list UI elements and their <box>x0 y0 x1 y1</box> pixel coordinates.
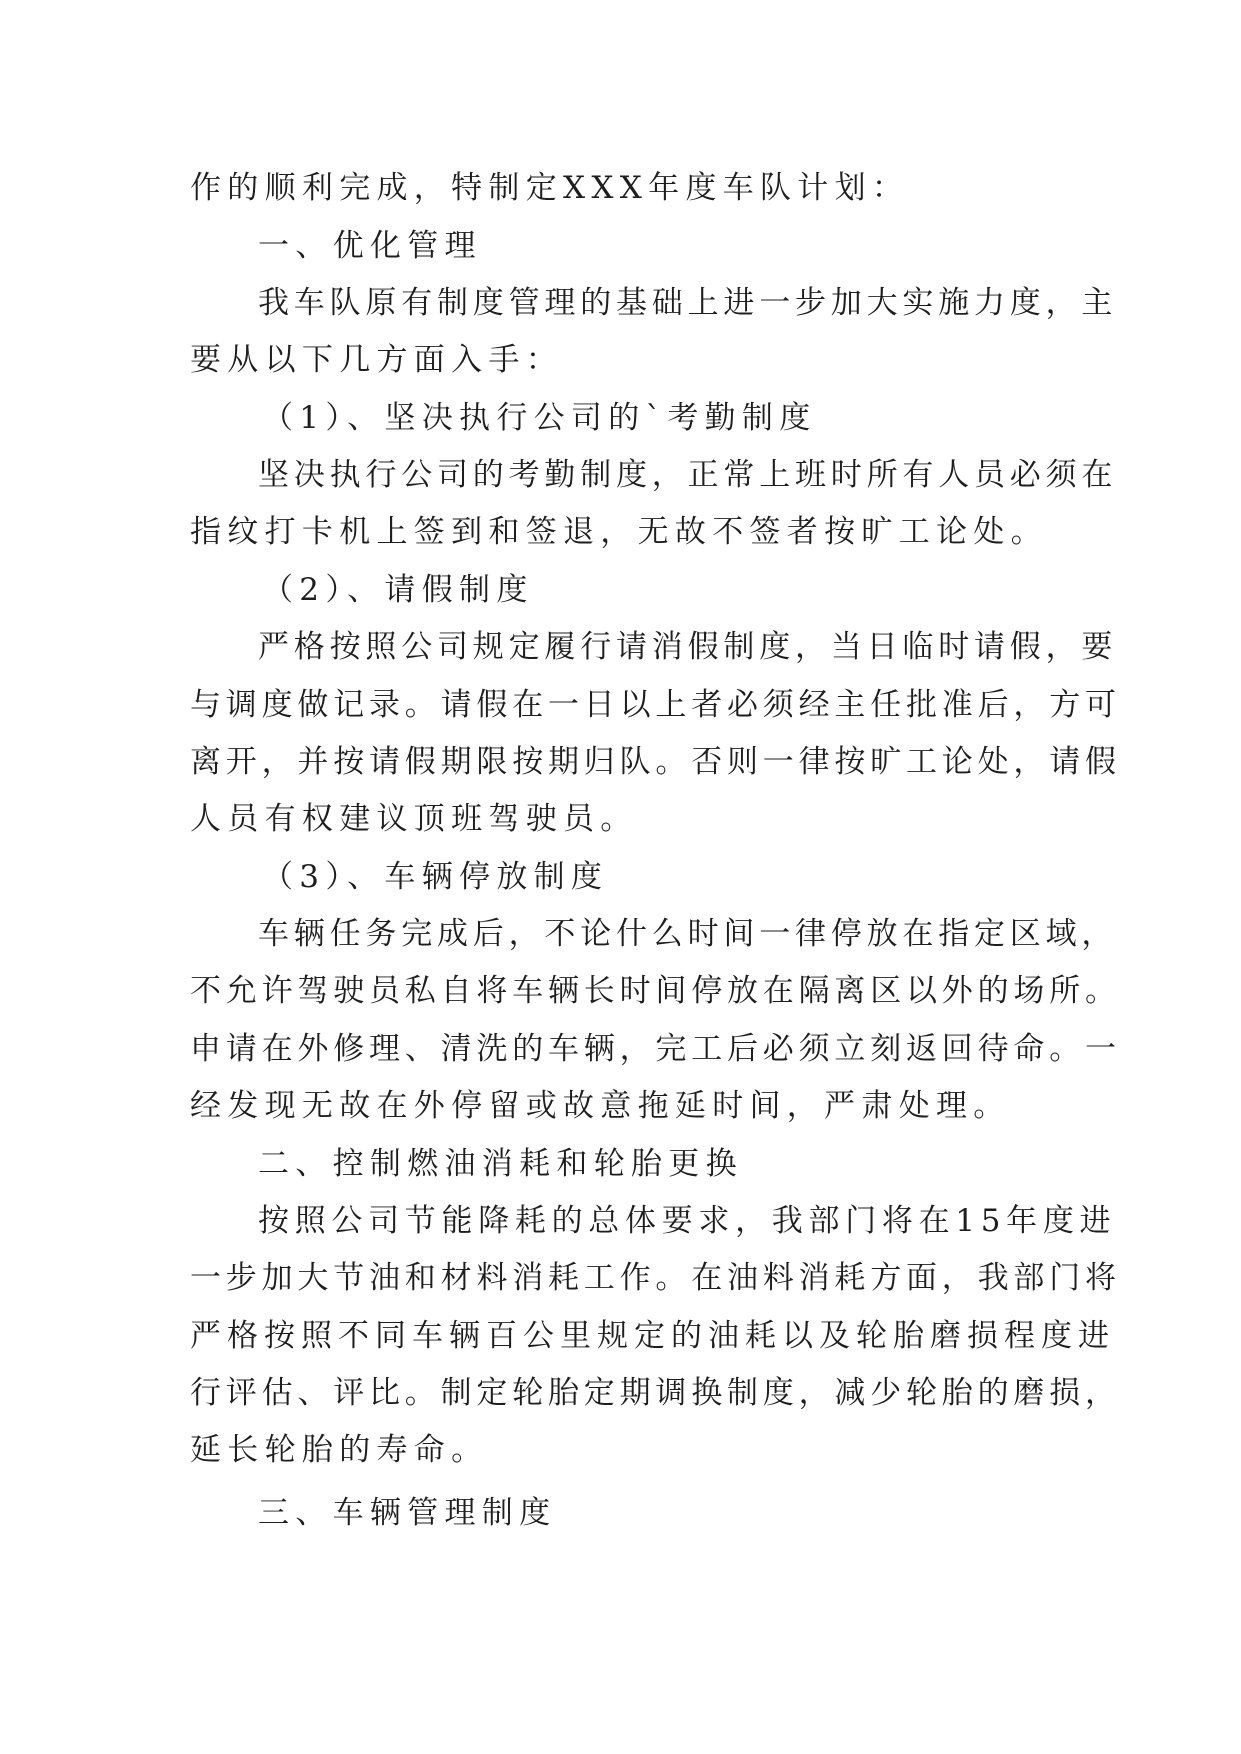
body-text-line: 申请在外修理、清洗的车辆，完工后必须立刻返回待命。一 <box>190 1031 1121 1067</box>
subsection-heading: （2）、请假制度 <box>262 572 534 608</box>
section-heading: 二、控制燃油消耗和轮胎更换 <box>258 1146 743 1182</box>
body-text-line: 坚决执行公司的考勤制度，正常上班时所有人员必须在 <box>258 457 1118 493</box>
body-text-line: 经发现无故在外停留或故意拖延时间，严肃处理。 <box>190 1088 1011 1124</box>
body-text-line: 指纹打卡机上签到和签退，无故不签者按旷工论处。 <box>190 514 1048 550</box>
subsection-heading: （3）、车辆停放制度 <box>262 859 609 895</box>
section-heading: 一、优化管理 <box>258 228 482 264</box>
body-text-line: 不允许驾驶员私自将车辆长时间停放在隔离区以外的场所。 <box>190 973 1121 1009</box>
body-text-line: 按照公司节能降耗的总体要求，我部门将在15年度进 <box>258 1203 1117 1239</box>
body-text-line: 行评估、评比。制定轮胎定期调换制度，减少轮胎的磨损， <box>190 1375 1121 1411</box>
body-text-line: 车辆任务完成后，不论什么时间一律停放在指定区域， <box>258 916 1118 952</box>
section-heading: 三、车辆管理制度 <box>258 1495 557 1531</box>
body-text-line: 一步加大节油和材料消耗工作。在油料消耗方面，我部门将 <box>190 1260 1121 1296</box>
body-text-line: 严格按照公司规定履行请消假制度，当日临时请假，要 <box>258 629 1118 665</box>
body-text-line: 要从以下几方面入手： <box>190 342 563 378</box>
body-text-line: 与调度做记录。请假在一日以上者必须经主任批准后，方可 <box>190 687 1121 723</box>
body-text-line: 我车队原有制度管理的基础上进一步加大实施力度，主 <box>258 285 1118 321</box>
body-text-line: 人员有权建议顶班驾驶员。 <box>190 801 638 837</box>
body-text-line: 严格按照不同车辆百公里规定的油耗以及轮胎磨损程度进 <box>190 1318 1115 1354</box>
body-text-line: 离开，并按请假期限按期归队。否则一律按旷工论处，请假 <box>190 744 1121 780</box>
subsection-heading: （1）、坚决执行公司的`考勤制度 <box>262 400 817 436</box>
body-text-line: 作的顺利完成，特制定XXX年度车队计划： <box>190 170 910 206</box>
body-text-line: 延长轮胎的寿命。 <box>190 1432 489 1468</box>
